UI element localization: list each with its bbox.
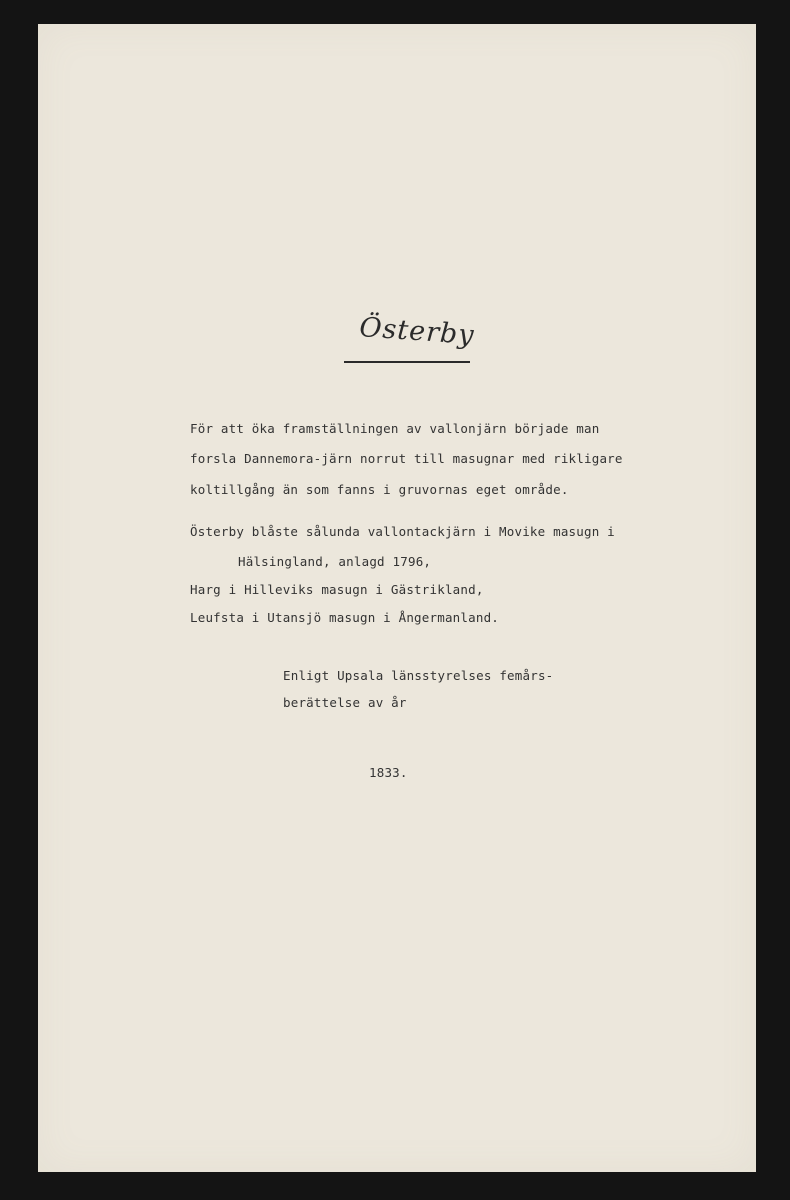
paragraph1-line-3: koltillgång än som fanns i gruvornas eget område. — [190, 482, 569, 497]
paragraph1-line-2: forsla Dannemora-järn norrut till masugnar med rikligare — [190, 451, 623, 466]
paragraph2-line-1: Österby blåste sålunda vallontackjärn i Movike masugn i — [190, 524, 615, 539]
paragraph2-line-2: Hälsingland, anlagd 1796, — [238, 554, 432, 569]
heading-underline — [344, 361, 470, 363]
source-line-2: berättelse av år — [283, 695, 407, 710]
paragraph1-line-1: För att öka framställningen av vallonjärn började man — [190, 421, 600, 436]
year: 1833. — [369, 765, 408, 780]
paper-sheet — [38, 24, 756, 1172]
paragraph2-line-3: Harg i Hilleviks masugn i Gästrikland, — [190, 582, 484, 597]
paragraph2-line-4: Leufsta i Utansjö masugn i Ångermanland. — [190, 610, 500, 625]
source-line-1: Enligt Upsala länsstyrelses femårs- — [283, 668, 554, 683]
handwritten-heading: Österby — [358, 312, 476, 351]
